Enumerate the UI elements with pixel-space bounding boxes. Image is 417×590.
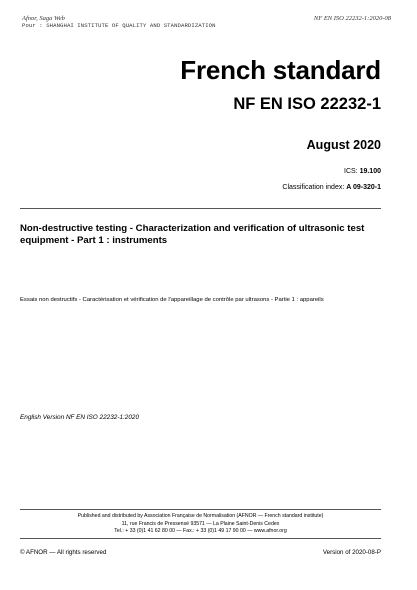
french-title: Essais non destructifs - Caractérisation et vérification de l'appareillage de contrôle par ultrasons - Partie 1 : appareils [20,297,324,303]
ics-value: 19.100 [359,168,381,175]
publisher-line-2: 11, rue Francis de Pressensé 93571 — La Plaine Saint-Denis Cedex [121,521,280,527]
publisher-divider [20,509,381,510]
publisher-line-1: Published and distributed by Association Française de Normalisation (AFNOR — French standard institute) [77,513,324,519]
version: Version of 2020-08-P [322,549,381,556]
ics-label: ICS: [344,168,360,175]
ics-line [344,168,381,175]
classification-label: Classification index: [282,184,347,191]
publication-date: August 2020 [306,138,381,152]
classification-value: A 09-320-1 [346,184,381,191]
english-version: English Version NF EN ISO 22232-1:2020 [20,414,140,421]
standard-type: French standard [180,55,381,85]
top-divider [20,208,381,209]
publisher-line-3: Tel.: + 33 (0)1 41 62 80 00 — Fax.: + 33 (0)1 49 17 90 00 — www.afnor.org [114,528,287,534]
header-reference: NF EN ISO 22232-1:2020-08 [313,15,391,22]
english-title: Non-destructive testing - Characterization and verification of ultrasonic test equipment - Part 1 : instruments [20,223,365,246]
classification-line [282,184,381,191]
footer-divider [20,538,381,539]
header-licensee: Pour : SHANGHAI INSTITUTE OF QUALITY AND STANDARDIZATION [22,22,216,29]
copyright: © AFNOR — All rights reserved [20,549,107,556]
header-publisher: Afnor, Saga Web [22,15,65,22]
standard-number: NF EN ISO 22232-1 [233,95,381,113]
